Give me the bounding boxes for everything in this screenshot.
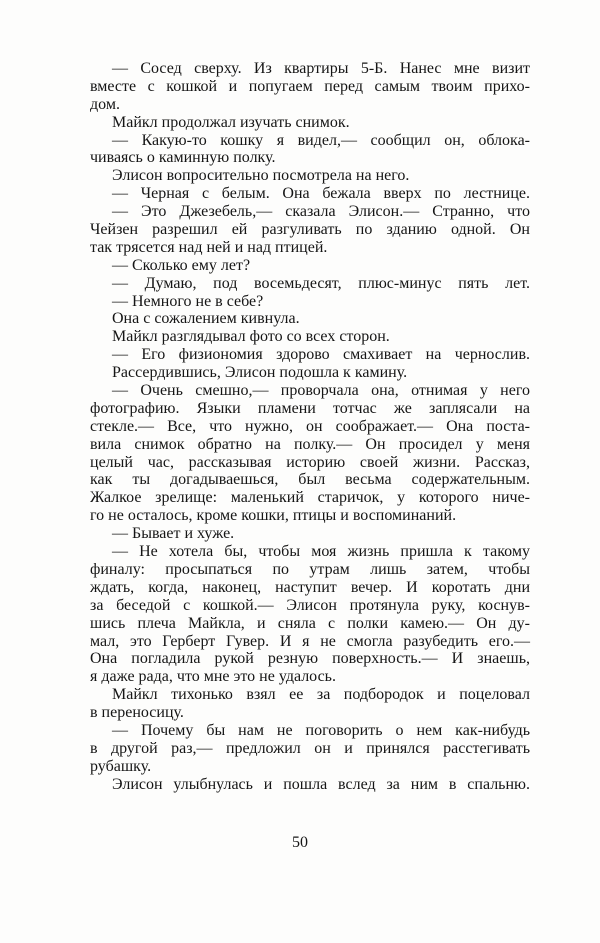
text-line: Чейзен разрешил ей разгуливать по зданию одной. Он <box>90 221 530 239</box>
text-line: я даже рада, что мне это не удалось. <box>90 668 336 686</box>
text-line: Элисон вопросительно посмотрела на него. <box>112 167 410 185</box>
text-line: шись плеча Майкла, и сняла с полки камею.— Он ду- <box>90 614 530 632</box>
text-line: так трясется над ней и над птицей. <box>90 238 328 256</box>
text-line: Рассердившись, Элисон подошла к камину. <box>112 364 408 382</box>
text-line: — Очень смешно,— проворчала она, отнимая у него <box>112 382 530 400</box>
text-line: — Какую-то кошку я видел,— сообщил он, облока- <box>112 131 530 149</box>
text-line: рубашку. <box>90 757 152 775</box>
text-line: Майкл разглядывал фото со всех сторон. <box>112 328 390 346</box>
text-line: финалу: просыпаться по утрам лишь затем, чтобы <box>90 560 530 578</box>
text-line: дом. <box>90 95 120 113</box>
text-line: — Немного не в себе? <box>112 292 264 310</box>
text-line: — Бывает и хуже. <box>112 525 235 543</box>
text-line: целый час, рассказывая историю своей жизни. Рассказ, <box>90 453 530 471</box>
text-line: — Сколько ему лет? <box>112 256 251 274</box>
text-line: Она с сожалением кивнула. <box>112 310 300 328</box>
text-line: вместе с кошкой и попугаем перед самым твоим прихо- <box>90 77 530 95</box>
text-line: стекле.— Все, что нужно, он соображает.— Она поста- <box>90 417 530 435</box>
text-line: чиваясь о каминную полку. <box>90 149 276 167</box>
text-line: Она погладила рукой резную поверхность.— И знаешь, <box>90 650 530 668</box>
text-line: вила снимок обратно на полку.— Он просидел у меня <box>90 435 530 453</box>
text-line: Майкл тихонько взял ее за подбородок и поцеловал <box>112 686 530 704</box>
text-line: в переносицу. <box>90 704 184 722</box>
text-line: — Сосед сверху. Из квартиры 5-Б. Нанес мне визит <box>112 60 530 77</box>
text-line: — Это Джезебель,— сказала Элисон.— Странно, что <box>112 203 530 221</box>
text-line: в другой раз,— предложил он и принялся расстегивать <box>90 739 530 757</box>
text-line: фотографию. Языки пламени тотчас же заплясали на <box>90 399 530 417</box>
text-line: — Думаю, под восемьдесят, плюс-минус пять лет. <box>112 274 530 292</box>
text-line: Жалкое зрелище: маленький старичок, у которого ниче- <box>90 489 530 507</box>
text-line: го не осталось, кроме кошки, птицы и воспоминаний. <box>90 507 457 525</box>
text-line: как ты догадываешься, был весьма содержательным. <box>90 471 530 489</box>
text-line: ждать, когда, наконец, наступит вечер. И коротать дни <box>90 578 530 596</box>
text-line: — Черная с белым. Она бежала вверх по лестнице. <box>112 185 530 203</box>
text-line: за беседой с кошкой.— Элисон протянула руку, коснув- <box>90 596 530 614</box>
text-line: — Не хотела бы, чтобы моя жизнь пришла к такому <box>112 543 530 561</box>
text-line: мал, это Герберт Гувер. И я не смогла разубедить его.— <box>90 632 530 650</box>
text-line: — Его физиономия здорово смахивает на чернослив. <box>112 346 530 364</box>
text-line: Элисон улыбнулась и пошла вслед за ним в спальню. <box>112 775 530 793</box>
text-line: — Почему бы нам не поговорить о нем как-нибудь <box>112 721 530 739</box>
page-number: 50 <box>292 834 308 851</box>
page-text <box>90 60 530 794</box>
text-line: Майкл продолжал изучать снимок. <box>112 113 350 131</box>
